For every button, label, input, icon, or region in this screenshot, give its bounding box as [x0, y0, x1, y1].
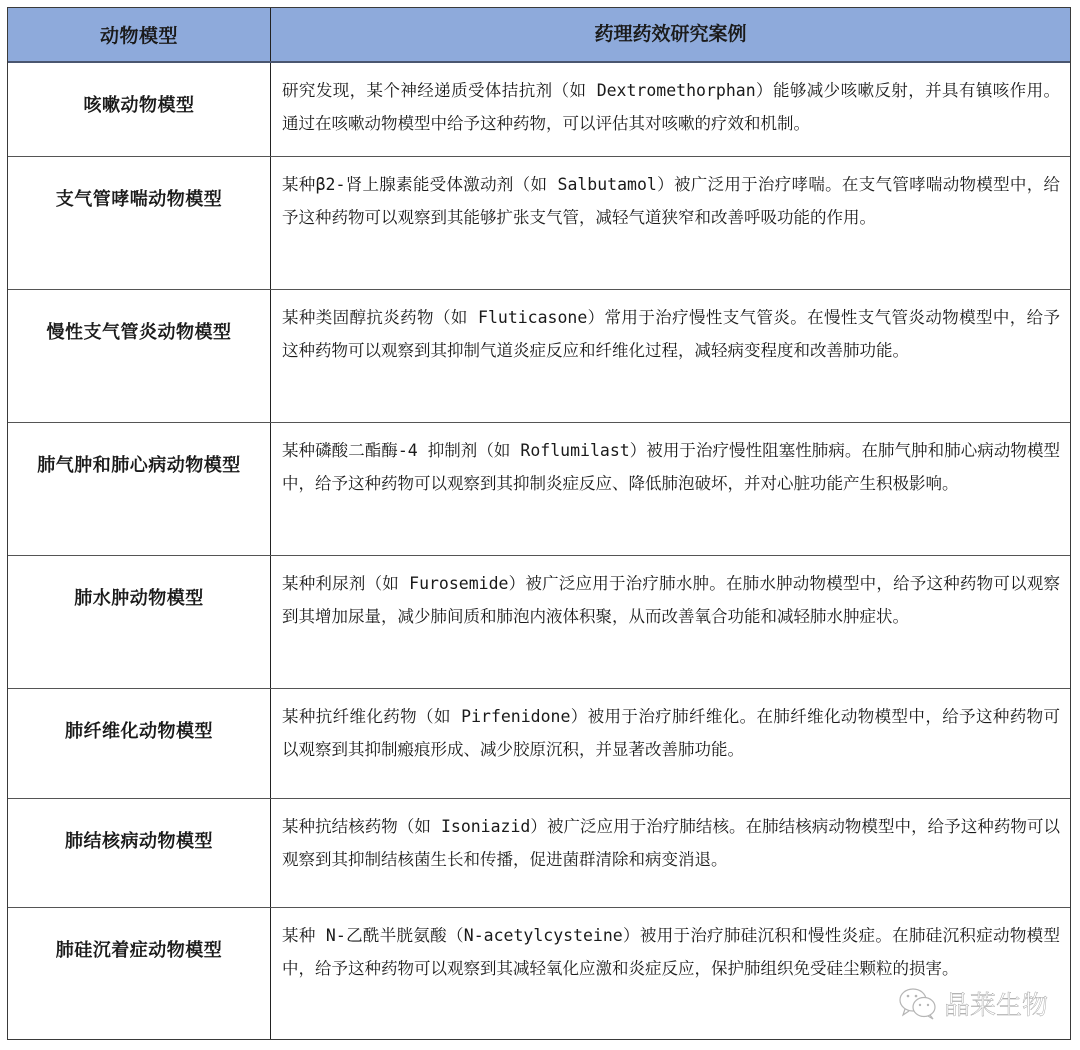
case-description: 研究发现，某个神经递质受体拮抗剂（如 Dextromethorphan）能够减少咳嗽反射，并具有镇咳作用。通过在咳嗽动物模型中给予这种药物，可以评估其对咳嗽的疗效和机制。: [282, 81, 1060, 133]
header-animal-model: 动物模型: [8, 8, 271, 61]
model-name: 肺硅沉着症动物模型: [8, 908, 271, 1039]
case-description: 某种 N-乙酰半胱氨酸（N-acetylcysteine）被用于治疗肺硅沉积和慢性炎症。在肺硅沉积症动物模型中，给予这种药物可以观察到其减轻氧化应激和炎症反应，保护肺组织免受硅尘颗粒的损害。: [282, 926, 1060, 978]
table-row: [8, 556, 1070, 689]
case-description: 某种β2-肾上腺素能受体激动剂（如 Salbutamol）被广泛用于治疗哮喘。在支气管哮喘动物模型中，给予这种药物可以观察到其能够扩张支气管，减轻气道狭窄和改善呼吸功能的作用。: [282, 175, 1060, 227]
case-description: 某种抗纤维化药物（如 Pirfenidone）被用于治疗肺纤维化。在肺纤维化动物模型中，给予这种药物可以观察到其抑制瘢痕形成、减少胶原沉积，并显著改善肺功能。: [282, 707, 1060, 759]
model-name: 肺纤维化动物模型: [8, 689, 271, 798]
wechat-icon: [898, 987, 938, 1021]
table-row: [8, 689, 1070, 799]
watermark-text: 晶莱生物: [944, 991, 1049, 1021]
model-name: 肺水肿动物模型: [8, 556, 271, 688]
watermark: [898, 985, 1048, 1022]
case-description: 某种类固醇抗炎药物（如 Fluticasone）常用于治疗慢性支气管炎。在慢性支气管炎动物模型中，给予这种药物可以观察到其抑制气道炎症反应和纤维化过程，减轻病变程度和改善肺功能。: [282, 308, 1060, 360]
table-row: [8, 799, 1070, 908]
model-name: 支气管哮喘动物模型: [8, 157, 271, 289]
model-name: 慢性支气管炎动物模型: [8, 290, 271, 422]
case-description: 某种磷酸二酯酶-4 抑制剂（如 Roflumilast）被用于治疗慢性阻塞性肺病。在肺气肿和肺心病动物模型中，给予这种药物可以观察到其抑制炎症反应、降低肺泡破坏，并对心脏功能产生积极影响。: [282, 441, 1060, 493]
model-name: 肺气肿和肺心病动物模型: [8, 423, 271, 555]
case-description: 某种抗结核药物（如 Isoniazid）被广泛应用于治疗肺结核。在肺结核病动物模型中，给予这种药物可以观察到其抑制结核菌生长和传播，促进菌群清除和病变消退。: [282, 817, 1060, 869]
table-row: [8, 157, 1070, 290]
pharmacology-table: [7, 7, 1071, 1040]
header-case-study: 药理药效研究案例: [594, 23, 747, 45]
model-name: 肺结核病动物模型: [8, 799, 271, 907]
table-header-row: [8, 8, 1070, 63]
table-row: [8, 290, 1070, 423]
table-row: [8, 423, 1070, 556]
table-row: [8, 63, 1070, 157]
model-name: 咳嗽动物模型: [8, 63, 271, 156]
case-description: 某种利尿剂（如 Furosemide）被广泛应用于治疗肺水肿。在肺水肿动物模型中，给予这种药物可以观察到其增加尿量，减少肺间质和肺泡内液体积聚，从而改善氧合功能和减轻肺水肿症状。: [282, 574, 1060, 626]
